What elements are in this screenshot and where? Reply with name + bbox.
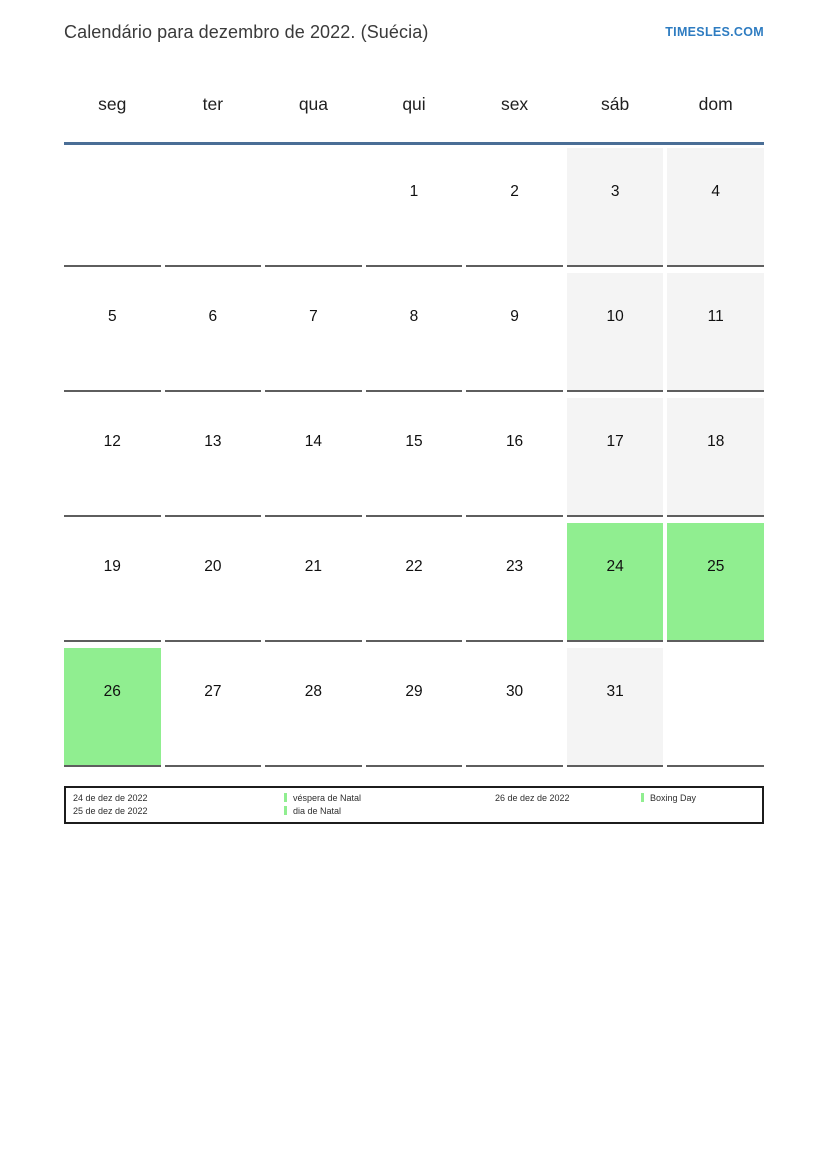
day-cell-10: [567, 273, 664, 392]
legend-labels-0: [284, 792, 495, 818]
weekday-label-ter: ter: [202, 94, 224, 114]
legend-label: [284, 792, 495, 805]
holiday-marker-icon: [641, 793, 644, 802]
day-number: 28: [304, 683, 323, 700]
header-rule: [64, 142, 764, 145]
day-number: 14: [304, 433, 323, 450]
day-cell-16: [466, 398, 563, 517]
page-title: Calendário para dezembro de 2022. (Suécia): [64, 22, 429, 42]
legend-date: 24 de dez de 2022: [73, 793, 148, 803]
legend-labels-1: [641, 792, 762, 805]
day-number: 25: [707, 558, 725, 575]
day-number: 10: [606, 308, 624, 325]
holiday-marker-icon: [284, 806, 287, 815]
day-cell-23: [466, 523, 563, 642]
day-cell-25: [667, 523, 764, 642]
day-cell-12: [64, 398, 161, 517]
day-cell-3: [567, 148, 664, 267]
day-cell-26: [64, 648, 161, 767]
day-cell-14: [265, 398, 362, 517]
day-number: 8: [409, 308, 419, 325]
day-cell-18: [667, 398, 764, 517]
empty-cell: [64, 148, 161, 267]
day-number: 1: [409, 183, 419, 200]
day-cell-11: [667, 273, 764, 392]
day-number: 13: [204, 433, 222, 450]
day-cell-6: [165, 273, 262, 392]
day-cell-29: [366, 648, 463, 767]
day-cell-9: [466, 273, 563, 392]
day-cell-4: [667, 148, 764, 267]
day-number: 21: [304, 558, 323, 575]
day-number: 22: [405, 558, 423, 575]
day-number: 7: [309, 308, 318, 325]
day-number: 5: [107, 308, 117, 325]
day-number: 3: [610, 183, 620, 200]
day-number: 26: [103, 683, 121, 700]
day-number: 31: [606, 683, 624, 700]
empty-cell: [667, 648, 764, 767]
day-cell-19: [64, 523, 161, 642]
legend-label-text: Boxing Day: [650, 793, 697, 803]
day-number: 15: [405, 433, 423, 450]
day-number: 2: [510, 183, 519, 200]
day-cell-7: [265, 273, 362, 392]
day-number: 20: [204, 558, 222, 575]
day-cell-30: [466, 648, 563, 767]
day-number: 29: [405, 683, 423, 700]
holiday-legend: [64, 786, 764, 824]
day-cell-21: [265, 523, 362, 642]
day-cell-31: [567, 648, 664, 767]
day-cell-13: [165, 398, 262, 517]
legend-label: [284, 805, 495, 818]
day-number: 9: [510, 308, 519, 325]
day-cell-22: [366, 523, 463, 642]
day-number: 4: [711, 183, 721, 200]
day-cell-8: [366, 273, 463, 392]
empty-cell: [265, 148, 362, 267]
day-number: 27: [204, 683, 222, 700]
page-header: [64, 21, 764, 43]
day-cell-27: [165, 648, 262, 767]
weekday-label-sex: sex: [500, 94, 529, 114]
day-number: 16: [505, 433, 524, 450]
weekday-label-dom: dom: [698, 94, 733, 114]
empty-cell: [165, 148, 262, 267]
day-number: 23: [505, 558, 524, 575]
legend-dates-0: [73, 792, 284, 818]
day-cell-28: [265, 648, 362, 767]
day-number: 18: [707, 433, 725, 450]
day-number: 19: [103, 558, 121, 575]
weekday-label-sáb: sáb: [601, 94, 630, 114]
brand-link[interactable]: TIMESLES.COM: [665, 25, 764, 39]
day-number: 6: [208, 308, 218, 325]
day-cell-5: [64, 273, 161, 392]
calendar-grid: [64, 148, 764, 767]
weekday-label-seg: seg: [98, 94, 127, 114]
day-number: 24: [606, 558, 624, 575]
legend-dates-1: [495, 792, 641, 805]
day-cell-20: [165, 523, 262, 642]
day-cell-1: [366, 148, 463, 267]
day-cell-17: [567, 398, 664, 517]
legend-date: 25 de dez de 2022: [73, 806, 148, 816]
legend-label: [641, 792, 762, 805]
day-number: 17: [606, 433, 624, 450]
legend-label-text: véspera de Natal: [293, 793, 362, 803]
weekday-header-row: [64, 94, 764, 114]
legend-date: 26 de dez de 2022: [495, 793, 570, 803]
day-cell-2: [466, 148, 563, 267]
day-number: 11: [707, 308, 724, 325]
day-cell-15: [366, 398, 463, 517]
weekday-label-qua: qua: [298, 94, 329, 114]
weekday-label-qui: qui: [402, 94, 426, 114]
day-number: 30: [505, 683, 524, 700]
day-cell-24: [567, 523, 664, 642]
legend-label-text: dia de Natal: [293, 806, 342, 816]
day-number: 12: [103, 433, 121, 450]
holiday-marker-icon: [284, 793, 287, 802]
